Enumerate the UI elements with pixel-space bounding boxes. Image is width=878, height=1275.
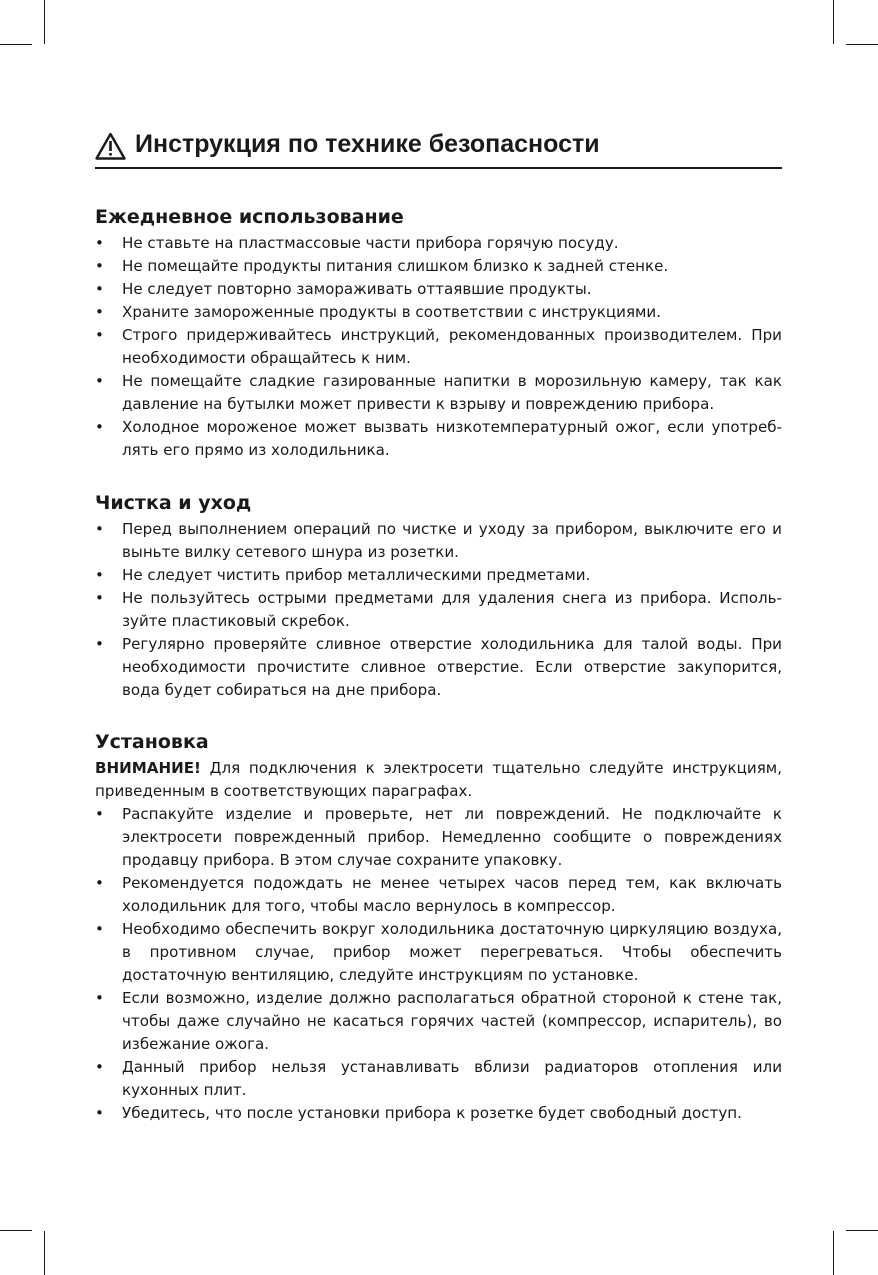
section-installation bbox=[95, 731, 782, 1125]
crop-mark bbox=[846, 44, 878, 45]
list-item: • Не помещайте продукты питания слишком близко к задней стенке. bbox=[95, 255, 782, 278]
warning-text: Для подключения к электросети тщательно следуйте инструкциям, приведенным в соответствующих параграфах. bbox=[95, 759, 782, 800]
list-item: • Не следует повторно замораживать оттаявшие продукты. bbox=[95, 278, 782, 301]
list-item: • Не помещайте сладкие газированные напитки в морозильную камеру, так как давление на бутылки может привести к взрыву и повреждению прибора. bbox=[95, 370, 782, 416]
list-item: • Не ставьте на пластмассовые части прибора горячую посуду. bbox=[95, 232, 782, 255]
crop-mark bbox=[846, 1230, 878, 1231]
list-item: • Регулярно проверяйте сливное отверстие холодильника для талой воды. При необходимости прочистите сливное отверстие. Если отверстие закупорится, вода будет собираться на дне прибора. bbox=[95, 633, 782, 702]
crop-mark bbox=[44, 1231, 45, 1275]
section-heading: Ежедневное использование bbox=[95, 206, 404, 228]
list-item: • Не пользуйтесь острыми предметами для удаления снега из прибора. Исполь-зуйте пластиковый скребок. bbox=[95, 587, 782, 633]
section-daily-use bbox=[95, 206, 782, 462]
cleaning-list bbox=[95, 518, 782, 702]
installation-list bbox=[95, 803, 782, 1125]
section-heading: Чистка и уход bbox=[95, 492, 252, 514]
list-item: • Холодное мороженое может вызвать низкотемпературный ожог, если употреб-лять его прямо из холодильника. bbox=[95, 416, 782, 462]
page-header bbox=[95, 128, 782, 168]
crop-mark bbox=[44, 0, 45, 44]
crop-mark bbox=[0, 44, 32, 45]
crop-mark bbox=[0, 1230, 32, 1231]
list-item: • Не следует чистить прибор металлическими предметами. bbox=[95, 564, 782, 587]
list-item: • Необходимо обеспечить вокруг холодильника достаточную циркуляцию воздуха, в противном случае, прибор может перегреваться. Чтобы обеспечить достаточную вентиляцию, следуйте инструкциям по установке. bbox=[95, 918, 782, 987]
list-item: • Перед выполнением операций по чистке и уходу за прибором, выключите его и выньте вилку сетевого шнура из розетки. bbox=[95, 518, 782, 564]
section-heading: Установка bbox=[95, 731, 209, 753]
warning-triangle-icon bbox=[95, 132, 126, 160]
title-divider bbox=[95, 167, 782, 169]
page-title: Инструкция по технике безопасности bbox=[135, 130, 600, 158]
list-item: • Распакуйте изделие и проверьте, нет ли повреждений. Не подключайте к электросети поврежденный прибор. Немедленно сообщите о повреждениях продавцу прибора. В этом случае сохраните упаковку. bbox=[95, 803, 782, 872]
daily-use-list bbox=[95, 232, 782, 462]
warning-label: ВНИМАНИЕ! bbox=[95, 759, 201, 777]
list-item: • Рекомендуется подождать не менее четырех часов перед тем, как включать холодильник для того, чтобы масло вернулось в компрессор. bbox=[95, 872, 782, 918]
list-item: • Данный прибор нельзя устанавливать вблизи радиаторов отопления или кухонных плит. bbox=[95, 1056, 782, 1102]
installation-warning bbox=[95, 757, 782, 803]
list-item: • Строго придерживайтесь инструкций, рекомендованных производителем. При необходимости обращайтесь к ним. bbox=[95, 324, 782, 370]
section-cleaning bbox=[95, 492, 782, 702]
crop-mark bbox=[833, 1231, 834, 1275]
list-item: • Убедитесь, что после установки прибора к розетке будет свободный доступ. bbox=[95, 1102, 782, 1125]
list-item: • Если возможно, изделие должно располагаться обратной стороной к стене так, чтобы даже случайно не касаться горячих частей (компрессор, испаритель), во избежание ожога. bbox=[95, 987, 782, 1056]
list-item: • Храните замороженные продукты в соответствии с инструкциями. bbox=[95, 301, 782, 324]
crop-mark bbox=[833, 0, 834, 44]
